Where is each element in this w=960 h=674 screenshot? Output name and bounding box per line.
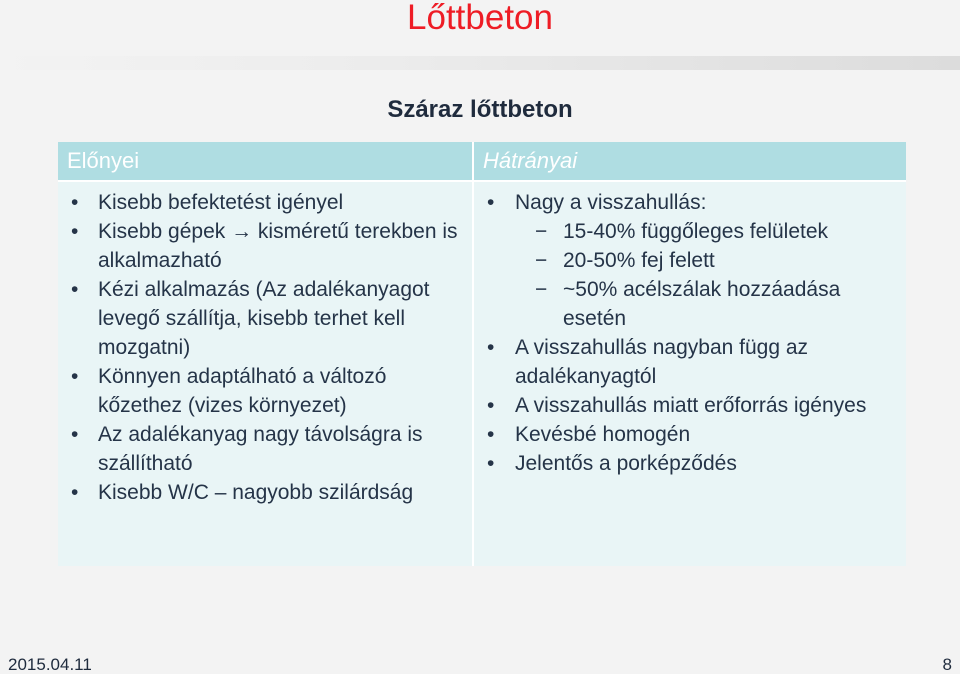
bullet-icon: • <box>487 191 495 214</box>
bullet-icon: • <box>71 365 79 388</box>
bullet-icon: • <box>71 423 79 446</box>
list-item: • Kevésbé homogén <box>474 420 906 449</box>
list-item: • A visszahullás nagyban függ az adalékanyagtól <box>474 333 906 391</box>
disadvantages-list <box>474 182 906 478</box>
disadvantages-body <box>474 182 906 566</box>
slide-title: Lőttbeton <box>407 0 553 37</box>
advantages-column <box>58 142 472 566</box>
footer-date: 2015.04.11 <box>8 655 92 674</box>
list-item: • Kisebb gépek → kisméretű terekben is alkalmazható <box>58 217 472 275</box>
sub-list-item: − 15-40% függőleges felületek <box>515 217 900 246</box>
bullet-icon: • <box>487 394 495 417</box>
rebound-sublist <box>515 217 900 333</box>
bullet-icon: • <box>71 191 79 214</box>
dash-icon: − <box>535 249 548 272</box>
bullet-icon: • <box>71 481 79 504</box>
list-item: • Kisebb befektetést igényel <box>58 188 472 217</box>
slide-subtitle: Száraz lőttbeton <box>387 96 573 123</box>
advantages-header: Előnyei <box>58 142 472 180</box>
list-item: • Kisebb W/C – nagyobb szilárdság <box>58 478 472 507</box>
sub-list-item: − ~50% acélszálak hozzáadása esetén <box>515 275 900 333</box>
disadvantages-header: Hátrányai <box>474 142 906 180</box>
bullet-icon: • <box>487 452 495 475</box>
list-item: • Könnyen adaptálható a változó kőzethez (vizes környezet) <box>58 362 472 420</box>
bullet-icon: • <box>71 220 79 243</box>
disadvantages-column <box>474 142 906 566</box>
comparison-table <box>58 142 906 566</box>
title-divider <box>0 56 960 70</box>
sub-list-item: − 20-50% fej felett <box>515 246 900 275</box>
dash-icon: − <box>535 220 548 243</box>
list-item: • Kézi alkalmazás (Az adalékanyagot levegő szállítja, kisebb terhet kell mozgatni) <box>58 275 472 362</box>
advantages-body <box>58 182 472 566</box>
bullet-icon: • <box>487 423 495 446</box>
bullet-icon: • <box>71 278 79 301</box>
bullet-icon: • <box>487 336 495 359</box>
list-item: • Jelentős a porképződés <box>474 449 906 478</box>
list-item: • Az adalékanyag nagy távolságra is szállítható <box>58 420 472 478</box>
page-number: 8 <box>942 655 952 674</box>
dash-icon: − <box>535 278 548 301</box>
list-item: • Nagy a visszahullás: − 15-40% függőleges felületek − 20-50% fej felett − ~50% acélszálak hozzáadása esetén <box>474 188 906 333</box>
list-item: • A visszahullás miatt erőforrás igényes <box>474 391 906 420</box>
advantages-list <box>58 182 472 507</box>
